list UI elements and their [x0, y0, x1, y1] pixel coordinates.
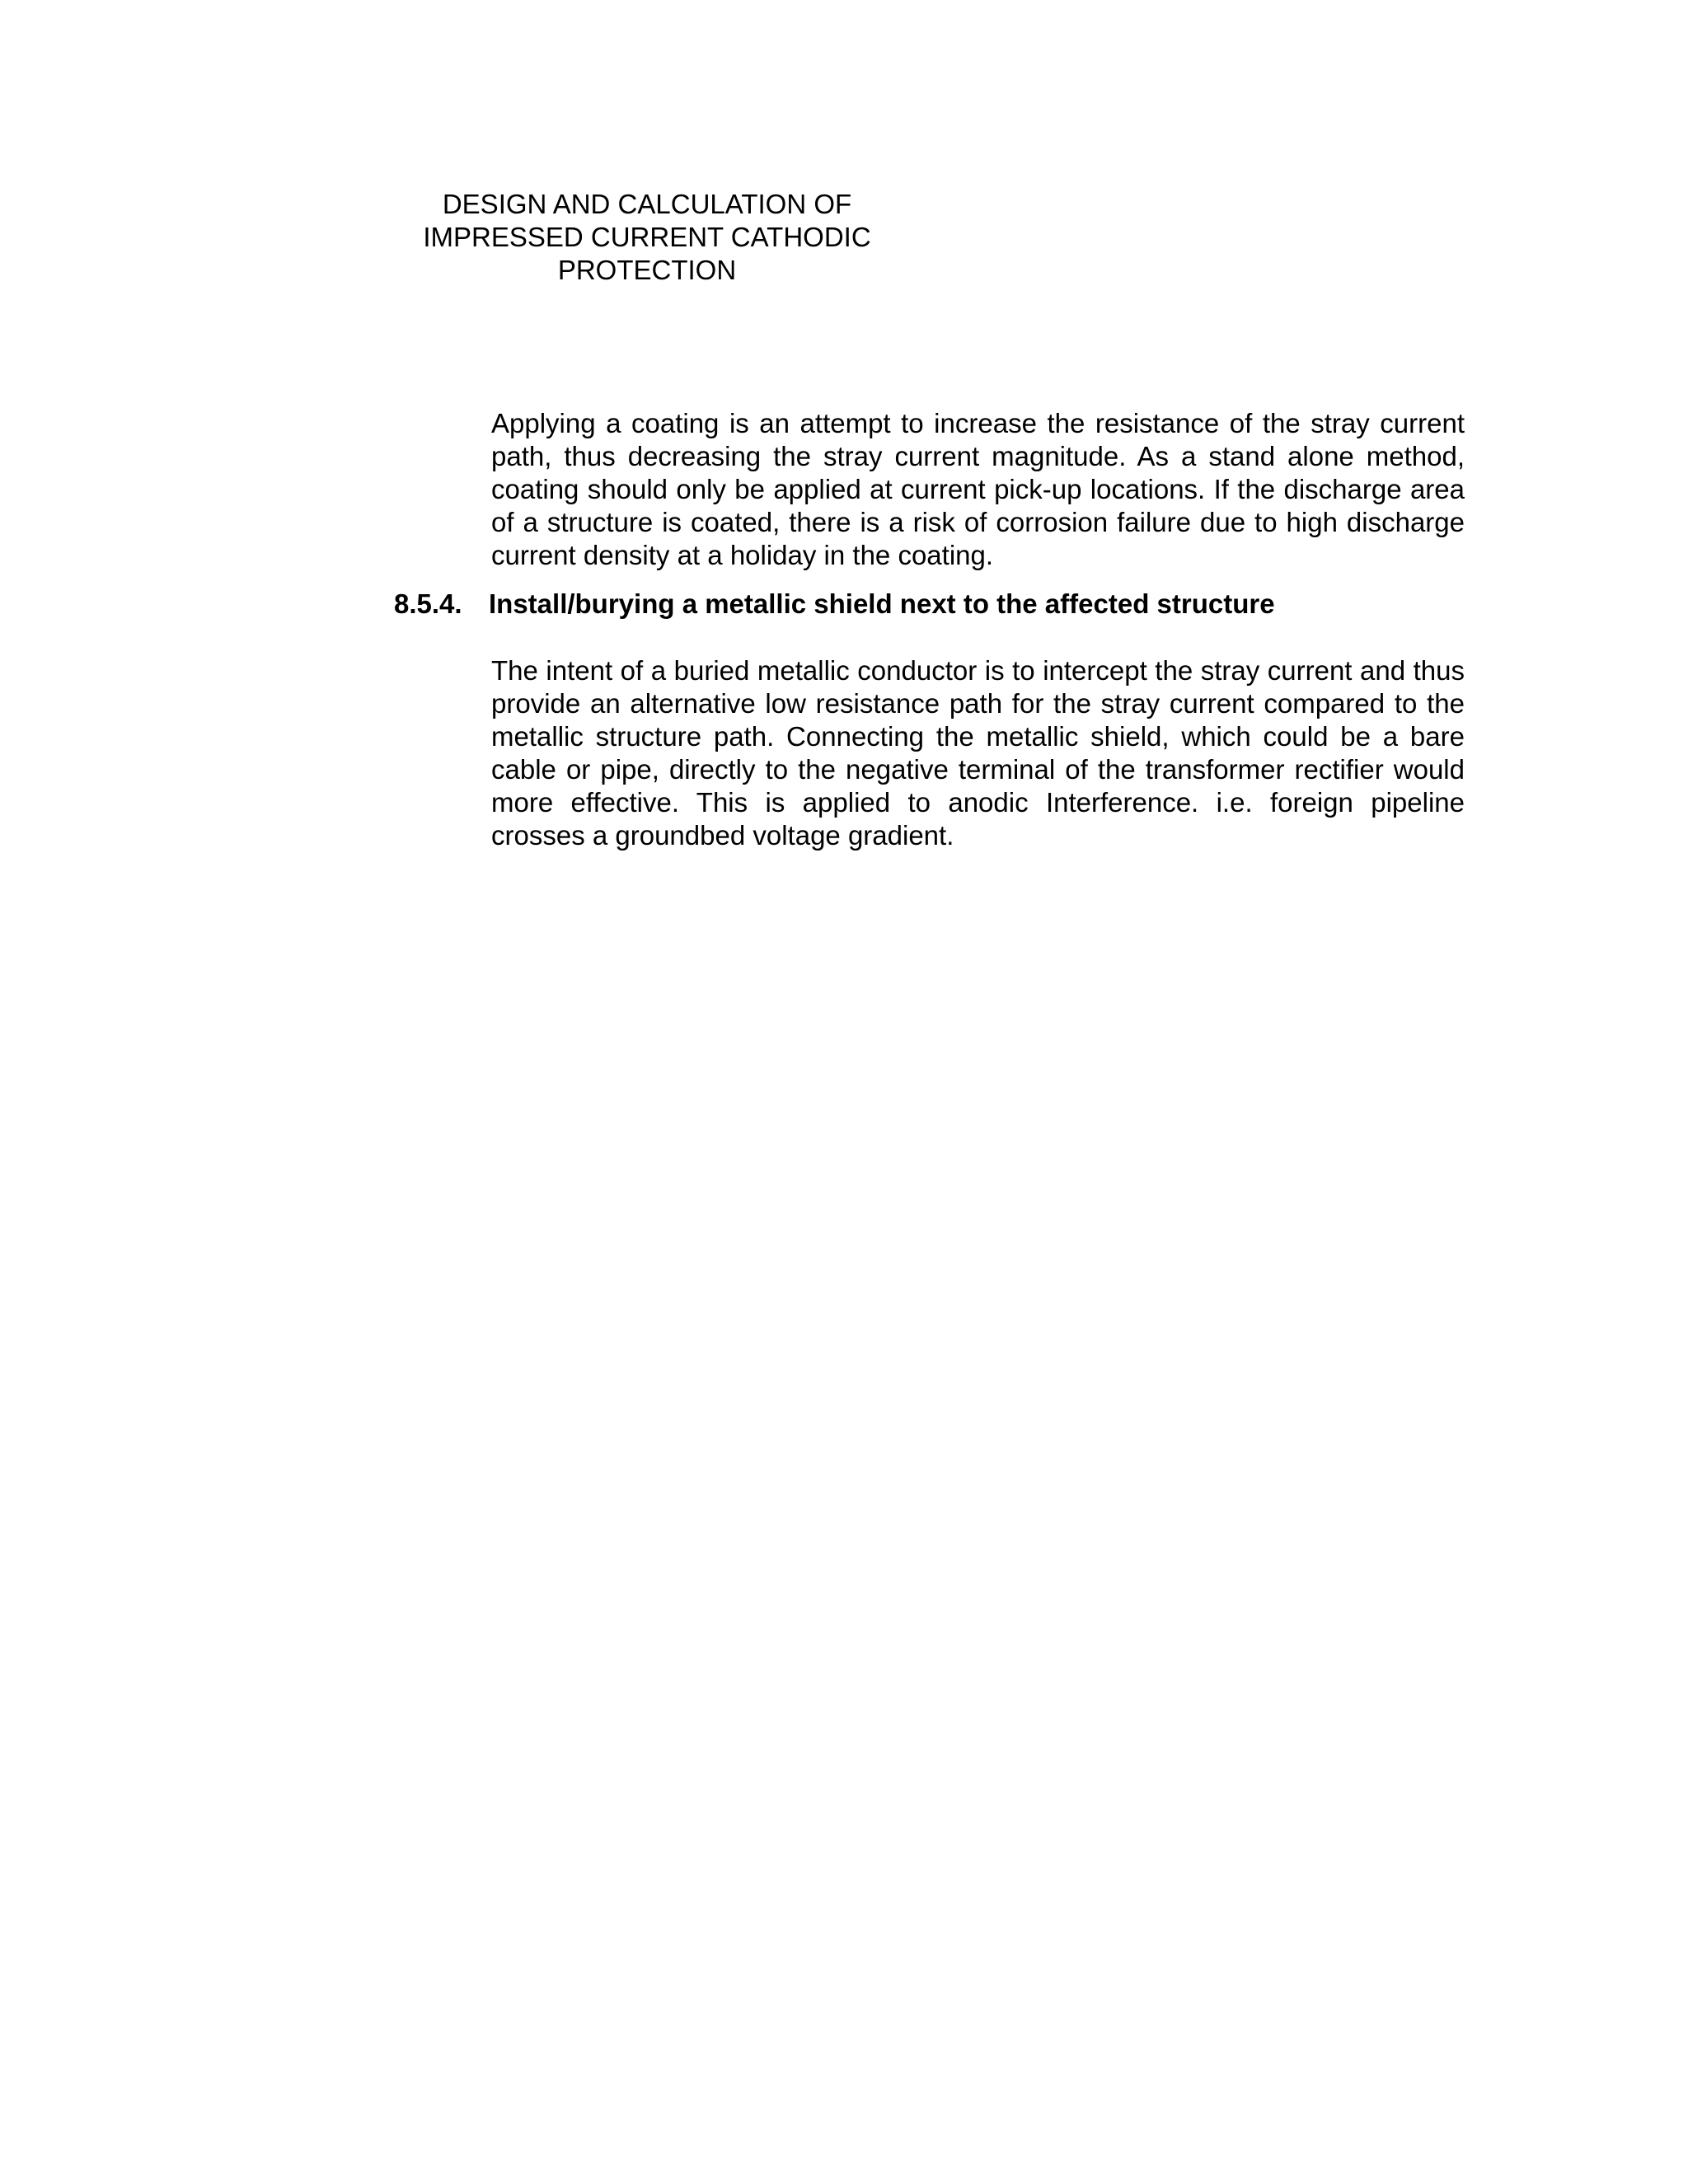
document-title-line-3: PROTECTION [557, 255, 737, 285]
metallic-shield-paragraph: The intent of a buried metallic conductor is to intercept the stray current and thus provide an alternative low resistance path for the stray current compared to the metallic structure path. Connecting the metallic shield, which could be a bare cable or pipe, directly to the negative terminal of the transformer rectifier would more effective. This is applied to anodic Interference. i.e. foreign pipeline crosses a groundbed voltage gradient. [491, 655, 1465, 851]
coating-paragraph: Applying a coating is an attempt to increase the resistance of the stray current path, thus decreasing the stray current magnitude. As a stand alone method, coating should only be applied at current pick-up locations. If the discharge area of a structure is coated, there is a risk of corrosion failure due to high discharge current density at a holiday in the coating. [491, 408, 1465, 570]
section-heading [394, 588, 1465, 621]
section-number: 8.5.4. [394, 588, 462, 619]
section-title: Install/burying a metallic shield next to the affected structure [489, 588, 1275, 619]
document-title-line-2: IMPRESSED CURRENT CATHODIC [423, 222, 871, 252]
document-title-line-1: DESIGN AND CALCULATION OF [442, 189, 852, 219]
document-title [400, 188, 894, 287]
